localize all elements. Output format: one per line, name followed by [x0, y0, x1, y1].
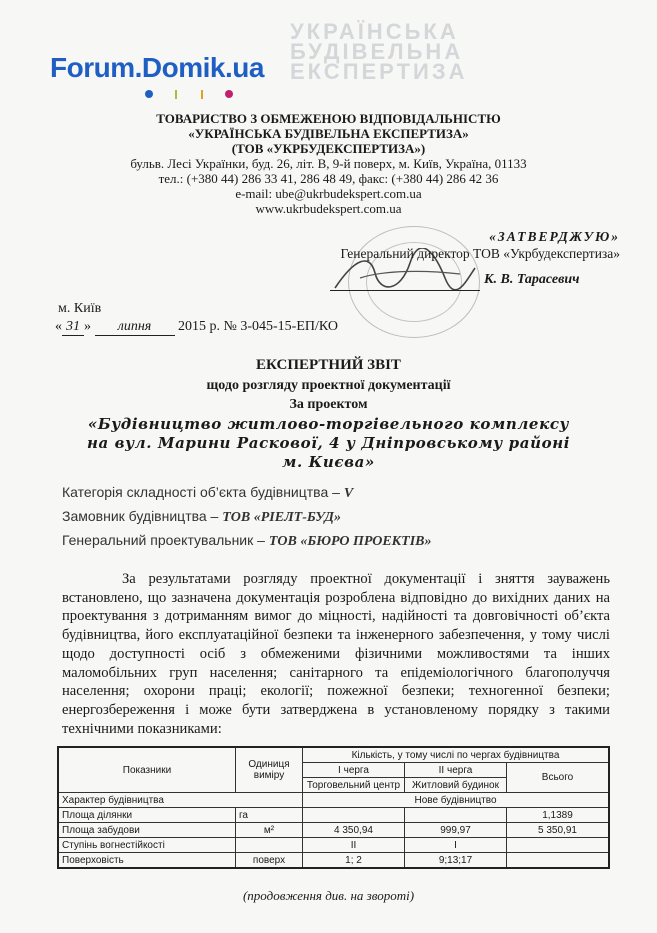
header-total: Всього — [507, 763, 610, 793]
approval-position: Генеральний директор ТОВ «Укрбудекспертиза» — [340, 246, 620, 261]
table-row — [58, 823, 609, 838]
report-title: ЕКСПЕРТНИЙ ЗВІТ — [256, 357, 401, 373]
row-stage1 — [303, 808, 405, 823]
row-span-value: Нове будівництво — [303, 793, 610, 808]
table-row — [58, 808, 609, 823]
row-total — [507, 853, 610, 869]
org-phone: тел.: (+380 44) 286 33 41, 286 48 49, факс: (+380 44) 286 42 36 — [158, 171, 499, 186]
complexity-category — [62, 484, 353, 502]
row-name: Площа забудови — [58, 823, 236, 838]
date-month: липня — [95, 319, 175, 336]
project-name-line2: на вул. Марини Раскової, 4 у Дніпровському районі — [86, 434, 571, 452]
report-for-project: За проектом — [289, 397, 368, 412]
row-stage1: ІІ — [303, 838, 405, 853]
row-stage2: 999,97 — [405, 823, 507, 838]
org-name-line2: «УКРАЇНСЬКА БУДІВЕЛЬНА ЕКСПЕРТИЗА» — [188, 126, 469, 141]
row-total: 1,1389 — [507, 808, 610, 823]
row-name: Характер будівництва — [58, 793, 303, 808]
row-stage1: 1; 2 — [303, 853, 405, 869]
header-unit: Одиниця виміру — [236, 747, 303, 793]
body-paragraph: За результатами розгляду проектної документації і зняття зауважень встановлено, що зазначена документація розроблена відповідно до вихідних даних на проектування з дотриманням вимог до міцності, надійності та довговічності об’єкта будівництва, його експлуатаційної безпеки та інженерного забезпечення, у тому числі щодо доступності осіб з обмеженими фізичними можливостями та інших маломобільних груп населення; санітарного та епідеміологічного благополуччя населення; охорони праці; екології; пожежної безпеки; техногенної безпеки; енергозбереження і може бути затверджена в установленому порядку з такими технічними показниками: — [62, 571, 610, 737]
continuation-note: (продовження див. на звороті) — [242, 888, 415, 903]
header-quantity: Кількість, у тому числі по чергах будівництва — [303, 747, 610, 763]
watermark-line: БУДІВЕЛЬНА — [290, 39, 464, 64]
header-stage1: І черга — [303, 763, 405, 778]
meta-label: Замовник будівництва – — [62, 508, 223, 524]
row-stage1: 4 350,94 — [303, 823, 405, 838]
watermark-line: УКРАЇНСЬКА — [290, 19, 459, 44]
document-date — [55, 319, 375, 336]
meta-label: Генеральний проектувальник – — [62, 532, 269, 548]
row-stage2: 9;13;17 — [405, 853, 507, 869]
row-total — [507, 838, 610, 853]
date-day: 31 — [62, 319, 84, 336]
meta-value: V — [343, 486, 354, 501]
row-unit: м² — [236, 823, 303, 838]
project-name-line3: м. Києва» — [282, 453, 375, 471]
general-designer — [62, 532, 432, 550]
customer — [62, 508, 341, 526]
signature-line — [330, 290, 480, 291]
org-address: бульв. Лесі Українки, буд. 26, літ. В, 9-й поверх, м. Київ, Україна, 01133 — [130, 156, 527, 171]
row-name: Ступінь вогнестійкості — [58, 838, 236, 853]
meta-label: Категорія складності об’єкта будівництва – — [62, 484, 344, 500]
document-city: м. Київ — [58, 301, 102, 316]
project-name-line1: «Будівництво житлово-торгівельного комплексу — [87, 415, 570, 433]
row-total: 5 350,91 — [507, 823, 610, 838]
watermark — [290, 19, 470, 84]
meta-value: ТОВ «РІЕЛТ-БУД» — [222, 510, 341, 525]
row-stage2: І — [405, 838, 507, 853]
date-quote: « — [55, 319, 62, 334]
row-name: Площа ділянки — [58, 808, 236, 823]
org-website: www.ukrbudekspert.com.ua — [255, 201, 402, 216]
approval-signer: К. В. Тарасевич — [484, 272, 580, 287]
org-name-line3: (ТОВ «УКРБУДЕКСПЕРТИЗА») — [231, 141, 426, 156]
table-row — [58, 853, 609, 869]
row-unit — [236, 838, 303, 853]
document-number: 2015 р. № 3-045-15-ЕП/КО — [178, 319, 338, 334]
dot-icon — [145, 90, 153, 98]
approval-heading: «ЗАТВЕРДЖУЮ» — [489, 229, 620, 244]
row-unit: поверх — [236, 853, 303, 869]
indicators-table — [57, 746, 610, 869]
bar-icon — [201, 90, 203, 99]
report-subtitle: щодо розгляду проектної документації — [206, 378, 451, 393]
header-stage2: ІІ черга — [405, 763, 507, 778]
forum-logo[interactable]: Forum.Domik.ua — [50, 52, 264, 83]
row-stage2 — [405, 808, 507, 823]
org-name-line1: ТОВАРИСТВО З ОБМЕЖЕНОЮ ВІДПОВІДАЛЬНІСТЮ — [156, 111, 501, 126]
date-quote: » — [84, 319, 91, 334]
org-email: e-mail: ube@ukrbudekspert.com.ua — [235, 186, 422, 201]
header-indicators: Показники — [58, 747, 236, 793]
watermark-line: ЕКСПЕРТИЗА — [290, 59, 468, 84]
row-unit: га — [236, 808, 303, 823]
table-row — [58, 838, 609, 853]
bar-icon — [175, 90, 177, 99]
meta-value: ТОВ «БЮРО ПРОЕКТІВ» — [268, 534, 432, 549]
dot-icon — [225, 90, 233, 98]
table-row — [58, 793, 609, 808]
logo-dots — [145, 90, 245, 100]
header-stage1-sub: Торговельний центр — [303, 778, 405, 793]
row-name: Поверховість — [58, 853, 236, 869]
header-stage2-sub: Житловий будинок — [405, 778, 507, 793]
